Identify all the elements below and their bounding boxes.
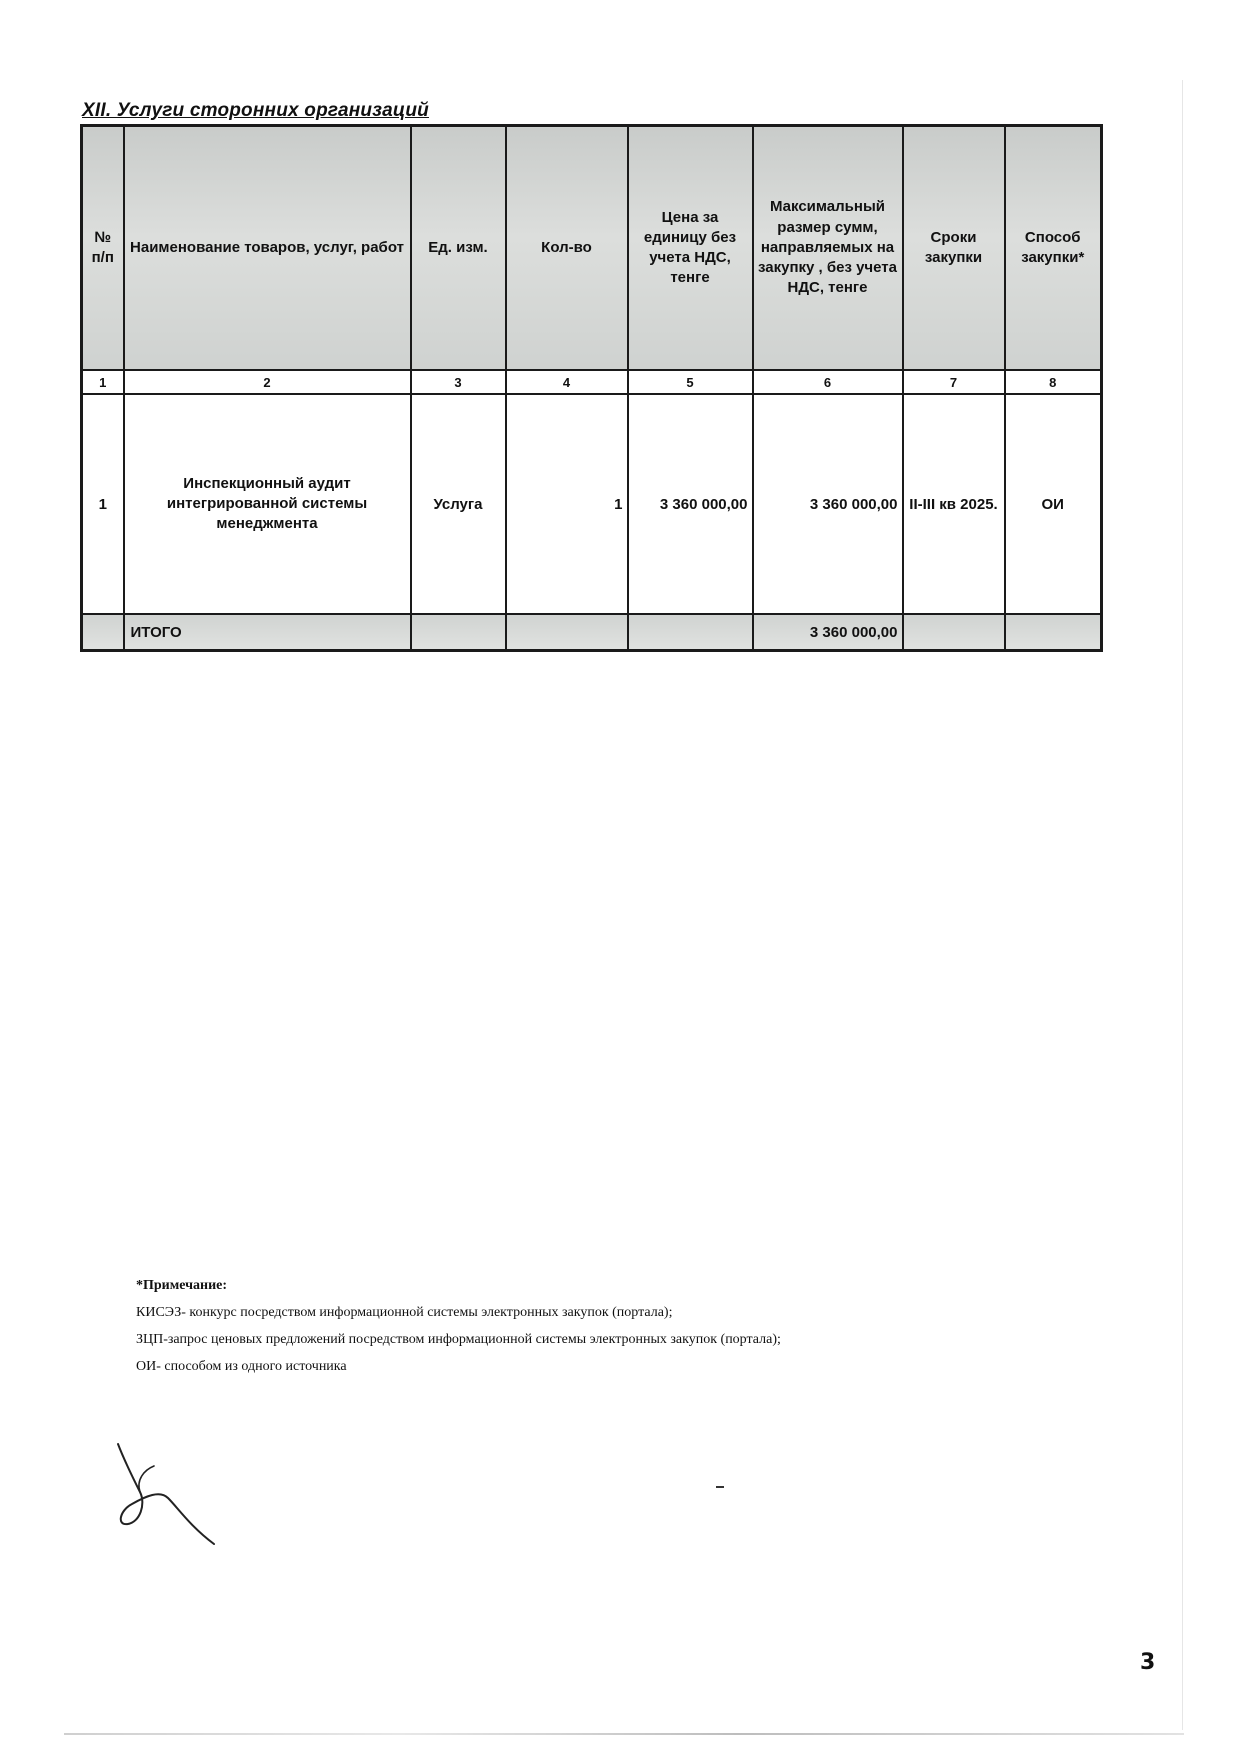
scan-edge-right — [1182, 80, 1183, 1730]
total-empty-cell — [411, 614, 506, 651]
total-empty-cell — [628, 614, 753, 651]
header-cell-name: Наименование товаров, услуг, работ — [124, 126, 411, 371]
column-number: 7 — [903, 370, 1005, 394]
table-row — [82, 394, 1102, 614]
row-name: Инспекционный аудит интегрированной системы менеджмента — [124, 394, 411, 614]
header-cell-max-amount: Максимальный размер сумм, направляемых на закупку , без учета НДС, тенге — [753, 126, 903, 371]
signature-icon — [110, 1440, 230, 1550]
header-cell-period: Сроки закупки — [903, 126, 1005, 371]
section-title: XII. Услуги сторонних организаций — [82, 100, 429, 121]
column-number: 3 — [411, 370, 506, 394]
row-method: ОИ — [1005, 394, 1102, 614]
total-empty-cell — [1005, 614, 1102, 651]
total-empty-cell — [506, 614, 628, 651]
row-qty: 1 — [506, 394, 628, 614]
header-cell-method: Способ закупки* — [1005, 126, 1102, 371]
column-number: 2 — [124, 370, 411, 394]
note-item: ОИ- способом из одного источника — [136, 1359, 347, 1374]
total-empty-cell — [82, 614, 124, 651]
row-num: 1 — [82, 394, 124, 614]
scan-mark — [716, 1486, 724, 1488]
row-unit-price: 3 360 000,00 — [628, 394, 753, 614]
column-number: 8 — [1005, 370, 1102, 394]
header-cell-unit-price: Цена за единицу без учета НДС, тенге — [628, 126, 753, 371]
column-number: 1 — [82, 370, 124, 394]
total-amount: 3 360 000,00 — [753, 614, 903, 651]
column-number-row — [82, 370, 1102, 394]
row-max-amount: 3 360 000,00 — [753, 394, 903, 614]
header-cell-qty: Кол-во — [506, 126, 628, 371]
total-row — [82, 614, 1102, 651]
column-number: 4 — [506, 370, 628, 394]
notes-block — [136, 1272, 781, 1380]
total-label: ИТОГО — [124, 614, 411, 651]
note-item: КИСЭЗ- конкурс посредством информационной системы электронных закупок (портала); — [136, 1305, 673, 1320]
row-unit: Услуга — [411, 394, 506, 614]
procurement-table — [80, 124, 1103, 652]
row-period: II-III кв 2025. — [903, 394, 1005, 614]
total-empty-cell — [903, 614, 1005, 651]
header-row — [82, 126, 1102, 371]
column-number: 5 — [628, 370, 753, 394]
header-cell-num: № п/п — [82, 126, 124, 371]
notes-title: *Примечание: — [136, 1278, 228, 1293]
page-number: 3 — [1140, 1650, 1156, 1675]
note-item: ЗЦП-запрос ценовых предложений посредством информационной системы электронных закупок (портала); — [136, 1332, 781, 1347]
scan-edge-bottom — [64, 1733, 1184, 1735]
header-cell-unit: Ед. изм. — [411, 126, 506, 371]
column-number: 6 — [753, 370, 903, 394]
